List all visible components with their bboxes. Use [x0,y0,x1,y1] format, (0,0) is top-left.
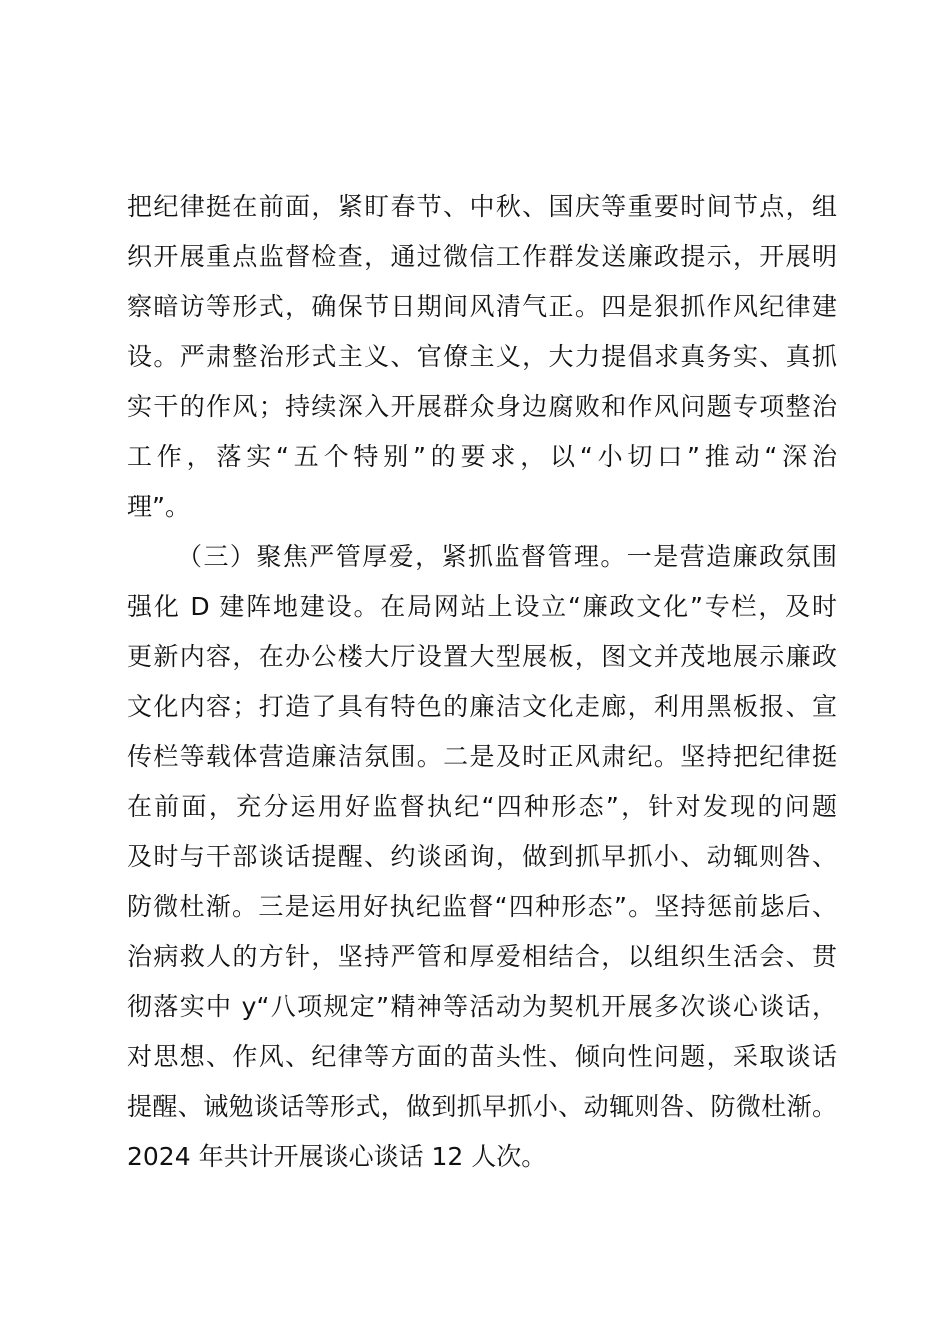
text-line: 把纪律挺在前面，紧盯春节、中秋、国庆等重要时间节点，组 [127,192,837,221]
text-line: 传栏等载体营造廉洁氛围。二是及时正风肃纪。坚持把纪律挺 [127,742,837,771]
text-line: 对思想、作风、纪律等方面的苗头性、倾向性问题，采取谈话 [127,1042,837,1071]
text-line: 工作，落实“五个特别”的要求，以“小切口”推动“深治 [127,442,837,471]
text-line: 理”。 [127,492,190,521]
text-line: 及时与干部谈话提醒、约谈函询，做到抓早抓小、动辄则咎、 [127,842,837,871]
text-line: 治病救人的方针，坚持严管和厚爱相结合，以组织生活会、贯 [127,942,837,971]
text-line: 文化内容；打造了具有特色的廉洁文化走廊，利用黑板报、宣 [127,692,837,721]
text-line: 实干的作风；持续深入开展群众身边腐败和作风问题专项整治 [127,392,837,421]
text-line: 设。严肃整治形式主义、官僚主义，大力提倡求真务实、真抓 [127,342,837,371]
text-line: 提醒、诫勉谈话等形式，做到抓早抓小、动辄则咎、防微杜渐。 [127,1092,837,1121]
paragraph-supervision-discipline [127,182,837,532]
text-line: 织开展重点监督检查，通过微信工作群发送廉政提示，开展明 [127,242,837,271]
text-line: 在前面，充分运用好监督执纪“四种形态”，针对发现的问题 [127,792,837,821]
text-line: 更新内容，在办公楼大厅设置大型展板，图文并茂地展示廉政 [127,642,837,671]
paragraph-section-three [127,532,837,1182]
text-line: 2024 年共计开展谈心谈话 12 人次。 [127,1142,547,1171]
text-line: 彻落实中 y“八项规定”精神等活动为契机开展多次谈心谈话， [127,992,837,1021]
text-line: 防微杜渐。三是运用好执纪监督“四种形态”。坚持惩前毖后、 [127,892,837,921]
text-line: 强化 D 建阵地建设。在局网站上设立“廉政文化”专栏，及时 [127,592,837,621]
text-line: 察暗访等形式，确保节日期间风清气正。四是狠抓作风纪律建 [127,292,837,321]
section-heading-line: （三）聚焦严管厚爱，紧抓监督管理。一是营造廉政氛围 [177,542,837,571]
